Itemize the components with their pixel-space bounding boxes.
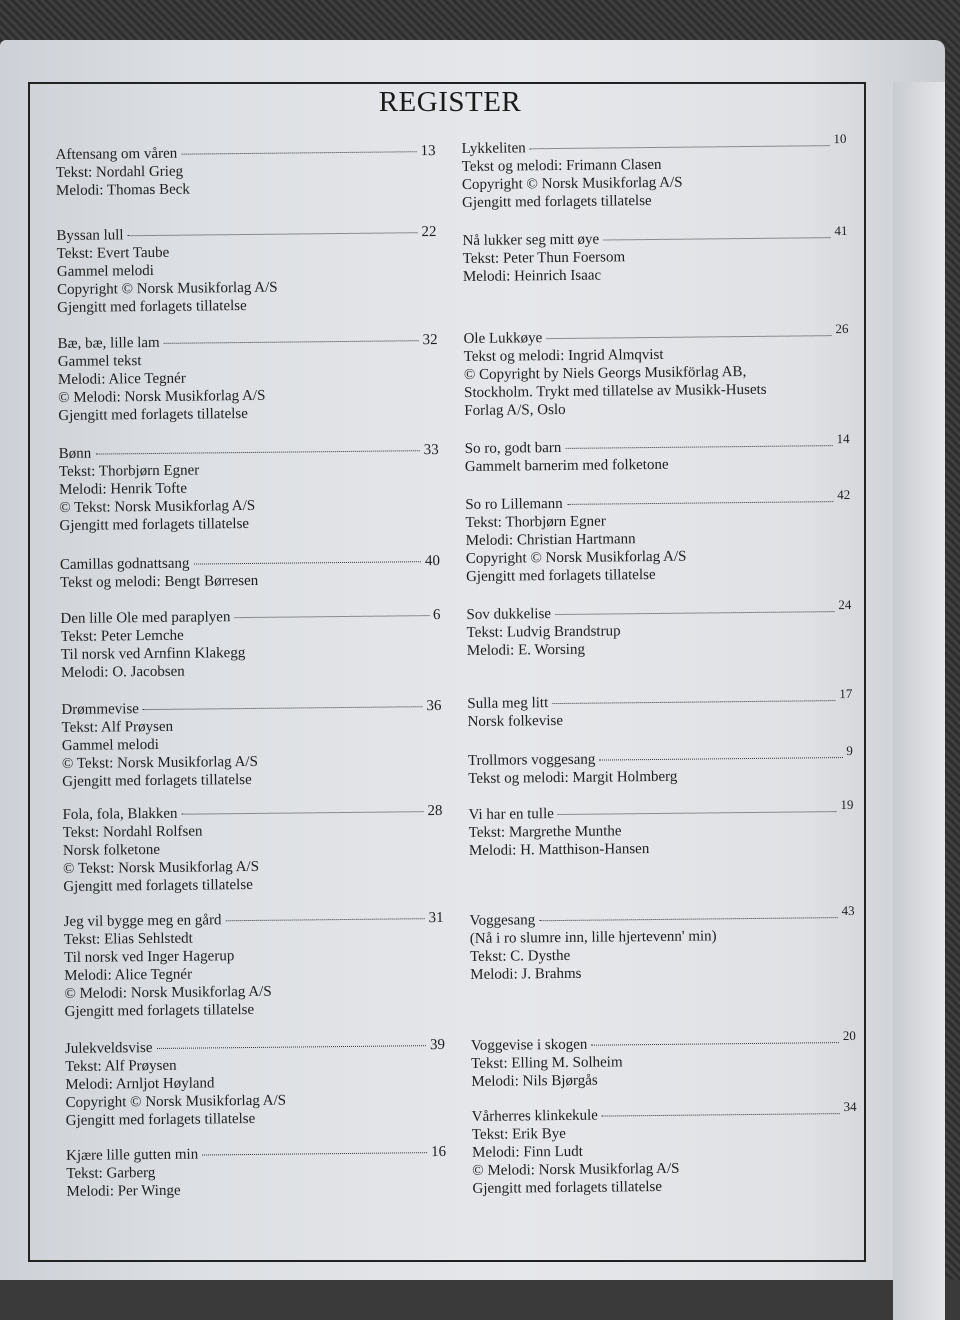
credit-line: Tekst: Thorbjørn Egner bbox=[465, 513, 606, 531]
register-entry bbox=[465, 486, 851, 586]
song-title: Kjære lille gutten min bbox=[66, 1146, 199, 1164]
credit-line: Gjengitt med forlagets tillatelse bbox=[472, 1178, 663, 1197]
credit-line: Melodi: Alice Tegnér bbox=[64, 966, 193, 984]
credit-line: Tekst: Alf Prøysen bbox=[65, 1057, 177, 1075]
dot-leader bbox=[181, 151, 416, 154]
credit-line: Gammel melodi bbox=[56, 262, 154, 280]
credit-line: Tekst: Elling M. Solheim bbox=[471, 1054, 623, 1072]
dot-leader bbox=[565, 445, 832, 449]
register-entry bbox=[464, 430, 850, 476]
dot-leader bbox=[530, 145, 830, 149]
page-number: 28 bbox=[427, 802, 443, 820]
credit-line: Copyright © Norsk Musikforlag A/S bbox=[461, 174, 683, 193]
page-number: 42 bbox=[837, 486, 851, 503]
dot-leader bbox=[555, 611, 834, 615]
song-title: Voggevise i skogen bbox=[470, 1036, 588, 1054]
song-title: Fola, fola, Blakken bbox=[62, 805, 178, 823]
page-number: 20 bbox=[842, 1027, 856, 1044]
page-number: 39 bbox=[429, 1036, 446, 1054]
page-number: 9 bbox=[846, 742, 853, 758]
register-entry bbox=[60, 606, 441, 682]
dot-leader bbox=[567, 501, 833, 505]
song-title: Sulla meg litt bbox=[467, 695, 549, 712]
credit-line: Copyright © Norsk Musikforlag A/S bbox=[465, 548, 687, 567]
song-title: So ro, godt barn bbox=[464, 439, 562, 457]
page-number: 26 bbox=[835, 320, 849, 337]
register-entry bbox=[469, 902, 856, 984]
credit-line: Melodi: Finn Ludt bbox=[471, 1143, 583, 1161]
song-title: Nå lukker seg mitt øye bbox=[462, 231, 600, 249]
song-title: Julekveldsvise bbox=[64, 1040, 153, 1057]
register-entry bbox=[66, 1143, 447, 1201]
credit-line: Gammel tekst bbox=[57, 353, 142, 370]
dot-leader bbox=[539, 917, 837, 921]
credit-line: Gammelt barnerim med folketone bbox=[464, 456, 669, 475]
song-title: Vi har en tulle bbox=[468, 806, 554, 823]
credit-line: Melodi: Heinrich Isaac bbox=[462, 267, 602, 285]
page-number: 13 bbox=[420, 143, 436, 160]
credit-line: Gjengitt med forlagets tillatelse bbox=[63, 876, 253, 895]
credit-line: Tekst: C. Dysthe bbox=[469, 947, 571, 965]
credit-line: Tekst: Peter Lemche bbox=[60, 627, 184, 645]
dot-leader bbox=[234, 615, 429, 618]
register-entry bbox=[61, 697, 442, 791]
credit-line: Gjengitt med forlagets tillatelse bbox=[465, 566, 656, 585]
register-entry bbox=[467, 742, 853, 788]
register-entry bbox=[56, 223, 437, 317]
page-number: 17 bbox=[839, 685, 853, 702]
credit-line: © Tekst: Norsk Musikforlag A/S bbox=[59, 497, 256, 516]
credit-line: Melodi: Thomas Beck bbox=[55, 181, 190, 199]
dot-leader bbox=[546, 335, 831, 339]
credit-line: Norsk folketone bbox=[62, 841, 161, 859]
dot-leader bbox=[602, 1113, 840, 1116]
credit-line: Melodi: J. Brahms bbox=[470, 965, 582, 983]
credit-line: © Melodi: Norsk Musikforlag A/S bbox=[64, 983, 272, 1002]
credit-line: Gjengitt med forlagets tillatelse bbox=[58, 405, 248, 424]
credit-line: Copyright © Norsk Musikforlag A/S bbox=[56, 279, 278, 298]
dot-leader bbox=[202, 1152, 427, 1155]
song-title: Camillas godnattsang bbox=[59, 555, 190, 573]
credit-line: Tekst: Nordahl Grieg bbox=[55, 163, 184, 181]
song-title: Jeg vil bygge meg en gård bbox=[63, 912, 222, 930]
song-title: Trollmors voggesang bbox=[467, 751, 596, 769]
credit-line: Melodi: O. Jacobsen bbox=[60, 663, 185, 681]
credit-line: Melodi: H. Matthison-Hansen bbox=[468, 841, 650, 859]
page-number: 41 bbox=[834, 222, 848, 239]
register-entry bbox=[60, 552, 440, 592]
page-number: 19 bbox=[840, 796, 854, 813]
credit-line: Tekst: Erik Bye bbox=[471, 1125, 566, 1143]
song-title: Den lille Ole med paraplyen bbox=[60, 609, 231, 627]
dot-leader bbox=[95, 450, 419, 454]
dot-leader bbox=[182, 811, 424, 815]
page-number: 32 bbox=[422, 332, 438, 349]
credit-line: Tekst: Nordahl Rolfsen bbox=[62, 823, 203, 841]
credit-line: Tekst: Elias Sehlstedt bbox=[63, 930, 193, 948]
page-number: 14 bbox=[836, 430, 850, 447]
credit-line: Tekst: Margrethe Munthe bbox=[468, 823, 622, 841]
credit-line: Tekst: Peter Thun Foersom bbox=[462, 249, 626, 267]
credit-line: Melodi: Per Winge bbox=[66, 1182, 181, 1200]
credit-line: (Nå i ro slumre inn, lille hjertevenn' min) bbox=[469, 928, 717, 947]
credit-line: © Tekst: Norsk Musikforlag A/S bbox=[63, 858, 260, 877]
dot-leader bbox=[552, 700, 835, 704]
song-title: Drømmevise bbox=[61, 701, 139, 718]
credit-line: Gjengitt med forlagets tillatelse bbox=[64, 1001, 255, 1020]
register-entry bbox=[62, 802, 443, 896]
credit-line: © Copyright by Niels Georgs Musikförlag AB, bbox=[463, 364, 747, 383]
song-title: Sov dukkelise bbox=[466, 606, 552, 623]
credit-line: Melodi: Nils Bjørgås bbox=[471, 1072, 598, 1090]
page-number: 6 bbox=[432, 606, 441, 624]
page-number: 16 bbox=[431, 1143, 447, 1161]
credit-line: Gjengitt med forlagets tillatelse bbox=[59, 515, 250, 534]
credit-line: Gammel melodi bbox=[61, 736, 159, 754]
dot-leader bbox=[156, 1045, 425, 1049]
dot-leader bbox=[164, 340, 419, 344]
dot-leader bbox=[591, 1042, 839, 1046]
page-number: 34 bbox=[843, 1098, 857, 1115]
page-title: REGISTER bbox=[378, 86, 522, 118]
credit-line: Melodi: E. Worsing bbox=[466, 641, 586, 659]
credit-line: Gjengitt med forlagets tillatelse bbox=[62, 771, 252, 790]
credit-line: Til norsk ved Inger Hagerup bbox=[63, 948, 235, 966]
credit-line: Tekst: Evert Taube bbox=[56, 244, 170, 262]
song-title: Byssan lull bbox=[56, 227, 124, 244]
credit-line: Stockholm. Trykt med tillatelse av Musikk-Husets bbox=[464, 381, 767, 401]
credit-line: © Melodi: Norsk Musikforlag A/S bbox=[58, 387, 266, 406]
dot-leader bbox=[143, 706, 423, 710]
credit-line: Tekst: Alf Prøysen bbox=[61, 718, 174, 736]
song-title: Bæ, bæ, lille lam bbox=[57, 334, 160, 352]
credit-line: Melodi: Henrik Tofte bbox=[59, 480, 188, 498]
page-number: 10 bbox=[833, 130, 847, 147]
credit-line: Melodi: Alice Tegnér bbox=[57, 370, 186, 388]
song-title: So ro Lillemann bbox=[465, 495, 563, 513]
dot-leader bbox=[603, 237, 830, 240]
page-number: 40 bbox=[424, 552, 440, 570]
register-entry bbox=[463, 320, 849, 420]
register-entry bbox=[470, 1027, 857, 1091]
register-entry bbox=[56, 142, 437, 200]
credit-line: Melodi: Arnljot Høyland bbox=[65, 1075, 215, 1093]
credit-line: Gjengitt med forlagets tillatelse bbox=[462, 193, 652, 211]
credit-line: Forlag A/S, Oslo bbox=[464, 401, 566, 419]
credit-line: © Melodi: Norsk Musikforlag A/S bbox=[472, 1160, 680, 1179]
page-number: 43 bbox=[841, 902, 855, 919]
credit-line: Melodi: Christian Hartmann bbox=[465, 531, 636, 549]
next-page-edge bbox=[893, 82, 945, 1320]
song-title: Aftensang om våren bbox=[55, 145, 178, 163]
credit-line: Til norsk ved Arnfinn Klakegg bbox=[60, 645, 246, 663]
register-entry bbox=[468, 796, 854, 860]
song-title: Voggesang bbox=[469, 912, 536, 929]
register-entry bbox=[471, 1098, 858, 1198]
song-title: Ole Lukkøye bbox=[463, 330, 543, 347]
register-entry bbox=[58, 331, 439, 425]
credit-line: Tekst: Ludvig Brandstrup bbox=[466, 623, 621, 641]
credit-line: Tekst: Thorbjørn Egner bbox=[58, 462, 200, 480]
credit-line: Copyright © Norsk Musikforlag A/S bbox=[65, 1092, 287, 1111]
page-number: 24 bbox=[838, 596, 852, 613]
register-entry bbox=[462, 222, 848, 286]
credit-line: Tekst og melodi: Frimann Clasen bbox=[461, 156, 662, 175]
register-entry bbox=[467, 685, 853, 731]
page-number: 36 bbox=[426, 697, 442, 715]
page-number: 22 bbox=[421, 224, 437, 241]
credit-line: Tekst og melodi: Margit Holmberg bbox=[468, 768, 678, 787]
credit-line: © Tekst: Norsk Musikforlag A/S bbox=[61, 753, 258, 772]
credit-line: Norsk folkevise bbox=[467, 712, 564, 730]
page-number: 33 bbox=[423, 441, 439, 459]
dot-leader bbox=[226, 918, 425, 921]
song-title: Bønn bbox=[58, 445, 92, 462]
register-entry bbox=[59, 441, 440, 535]
dot-leader bbox=[193, 561, 420, 564]
page-number: 31 bbox=[428, 909, 444, 927]
register-entry bbox=[461, 130, 847, 212]
register-entry bbox=[466, 596, 852, 660]
dot-leader bbox=[558, 811, 837, 815]
dot-leader bbox=[128, 232, 418, 236]
credit-line: Tekst: Garberg bbox=[66, 1165, 156, 1182]
credit-line: Gjengitt med forlagets tillatelse bbox=[57, 297, 247, 316]
register-entry bbox=[64, 909, 445, 1021]
song-title: Vårherres klinkekule bbox=[471, 1107, 598, 1125]
credit-line: Tekst og melodi: Ingrid Almqvist bbox=[463, 346, 664, 365]
credit-line: Tekst og melodi: Bengt Børresen bbox=[60, 572, 259, 591]
register-entry bbox=[65, 1036, 446, 1130]
dot-leader bbox=[599, 757, 842, 761]
credit-line: Gjengitt med forlagets tillatelse bbox=[65, 1110, 256, 1129]
song-title: Lykkeliten bbox=[461, 140, 526, 157]
